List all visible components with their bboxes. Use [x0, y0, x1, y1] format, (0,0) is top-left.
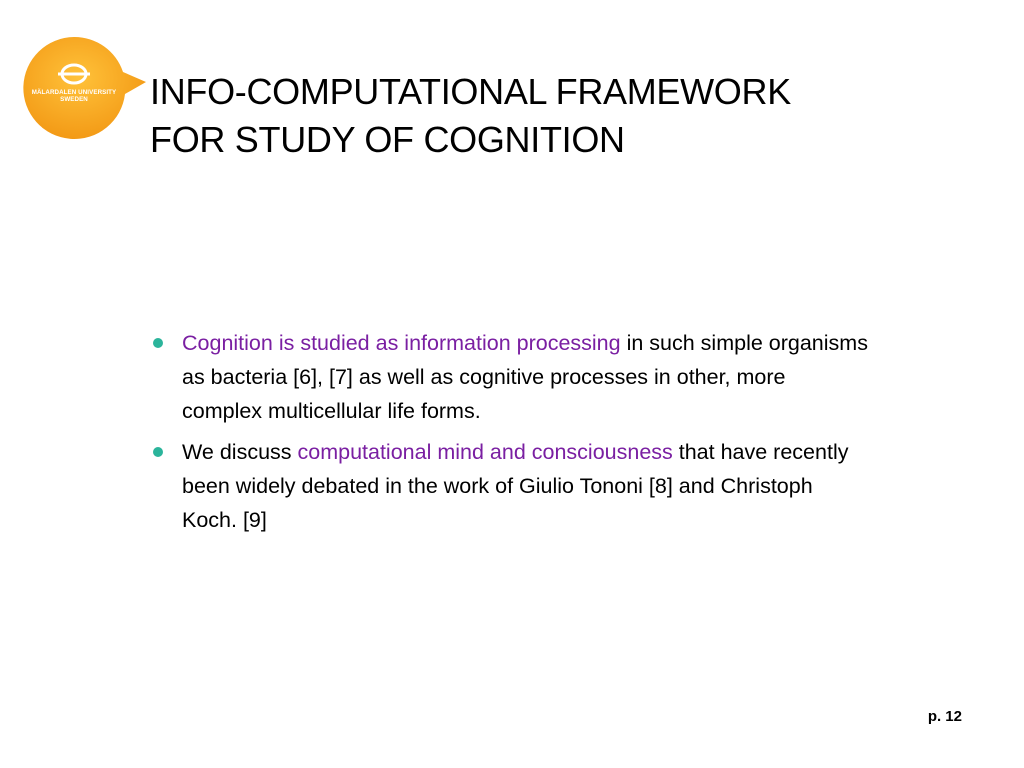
slide-title-line2: FOR STUDY OF COGNITION	[150, 119, 625, 160]
bullet-dot-icon	[153, 338, 163, 348]
logo-text-line1: MÄLARDALEN UNIVERSITY	[31, 89, 117, 96]
slide-title	[150, 68, 910, 164]
logo-text-line2: SWEDEN	[60, 96, 88, 103]
university-logo	[22, 36, 148, 140]
bullet-highlight: computational mind and consciousness	[297, 440, 673, 464]
bullet-highlight: Cognition is studied as information processing	[182, 331, 621, 355]
bullet-text: in such simple organisms as bacteria [6], [7] as well as cognitive processes in other, more complex multicellular life forms.	[182, 331, 868, 423]
logo-badge-icon	[22, 36, 148, 140]
page-number: p. 12	[927, 708, 962, 725]
bullet-dot-icon	[153, 447, 163, 457]
bullet-item	[150, 435, 870, 537]
bullet-list	[150, 326, 870, 544]
bullet-text: that have recently been widely debated in the work of Giulio Tononi [8] and Christoph Koch. [9]	[182, 440, 849, 532]
bullet-item	[150, 326, 870, 428]
slide-title-line1: INFO-COMPUTATIONAL FRAMEWORK	[150, 71, 791, 112]
bullet-prefix: We discuss	[182, 440, 298, 464]
